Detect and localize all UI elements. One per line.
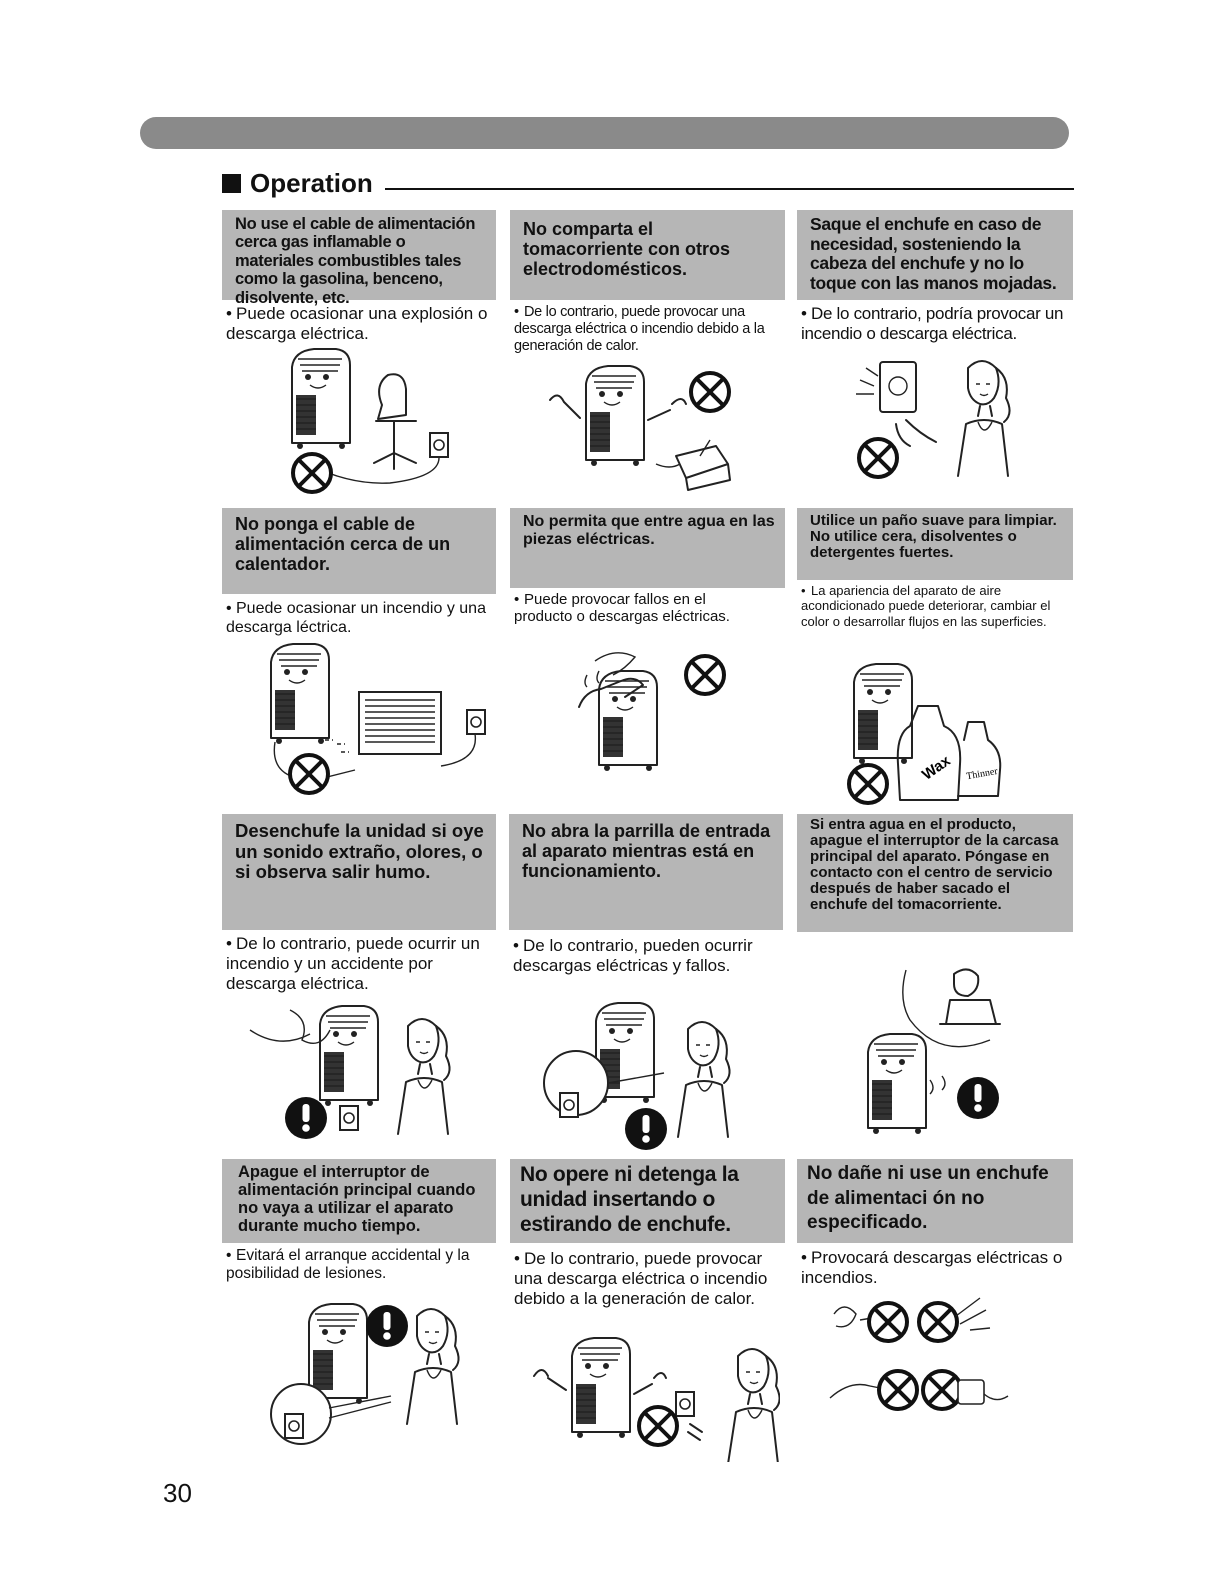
warning-heading: No ponga el cable de alimentación cerca de un calentador. (222, 508, 496, 594)
warning-heading: Desenchufe la unidad si oye un sonido extraño, olores, o si observa salir humo. (222, 814, 496, 930)
warning-text: • Evitará el arranque accidental y la posibilidad de lesiones. (226, 1247, 470, 1283)
illustration-smoke (240, 990, 480, 1140)
warning-heading: No comparta el tomacorriente con otros electrodomésticos. (510, 210, 785, 300)
illustration-grille (540, 995, 750, 1150)
illustration-main-switch (265, 1300, 475, 1450)
warning-text: • Puede ocasionar una explosión o descarga eléctrica. (226, 304, 488, 344)
warning-cell-shared-outlet (510, 210, 785, 355)
warning-cell-wet-hands (797, 210, 1073, 344)
illustration-plug-damage (820, 1290, 1020, 1425)
warning-cell-water (510, 508, 785, 625)
section-heading (222, 168, 373, 199)
warning-cell-grille (509, 814, 783, 976)
warning-cell-cleaning (797, 508, 1073, 629)
warning-heading: Utilice un paño suave para limpiar. No utilice cera, disolventes o detergentes fuertes. (797, 508, 1073, 580)
warning-cell-water-inside (797, 814, 1073, 932)
illustration-water-inside (850, 960, 1050, 1140)
section-title: Operation (250, 168, 373, 198)
warning-heading: No use el cable de alimentación cerca gas inflamable o materiales combustibles tales como la gasolina, benceno, disolvente, etc. (222, 210, 496, 300)
warning-text: • De lo contrario, pueden ocurrir descargas eléctricas y fallos. (513, 936, 753, 976)
warning-cell-main-switch (222, 1159, 496, 1284)
warning-text: • La apariencia del aparato de aire acondicionado puede deteriorar, cambiar el color o desarrollar flujos en las superficies. (801, 583, 1051, 629)
square-bullet-icon (222, 174, 241, 193)
warning-heading: No permita que entre agua en las piezas eléctricas. (510, 508, 785, 588)
warning-heading: No abra la parrilla de entrada al aparato mientras está en funcionamiento. (509, 814, 783, 930)
warning-heading: No dañe ni use un enchufe de alimentaci ón no especificado. (797, 1159, 1073, 1243)
warning-heading: Apague el interruptor de alimentación principal cuando no vaya a utilizar el aparato durante mucho tiempo. (222, 1159, 496, 1243)
illustration-water (565, 645, 745, 785)
illustration-flammable (270, 345, 470, 495)
illustration-shared-outlet (540, 360, 750, 500)
warning-heading: Si entra agua en el producto, apague el interruptor de la carcasa principal del aparato. Póngase en contacto con el centro de servicio después de haber sacado el enchufe del tomacorriente. (797, 814, 1073, 932)
page-number: 30 (163, 1478, 192, 1508)
warning-text: • Puede ocasionar un incendio y una descarga léctrica. (226, 600, 486, 636)
illustration-wet-hands (840, 350, 1040, 490)
header-bar (140, 117, 1069, 149)
warning-text: • De lo contrario, puede provocar una descarga eléctrica o incendio debido a la generación de calor. (514, 304, 765, 355)
warning-cell-plug-damage (797, 1159, 1073, 1288)
warning-heading: No opere ni detenga la unidad insertando o estirando de enchufe. (510, 1159, 785, 1243)
warning-cell-plug-operate (510, 1159, 785, 1309)
warning-text: • De lo contrario, podría provocar un incendio o descarga eléctrica. (801, 304, 1064, 344)
warning-text: • Puede provocar fallos en el producto o descargas eléctricas. (514, 591, 730, 625)
warning-cell-flammable (222, 210, 496, 344)
warning-text: • De lo contrario, puede ocurrir un incendio y un accidente por descarga eléctrica. (226, 934, 480, 994)
thinner-label: Thinner (965, 765, 999, 783)
warning-text: • De lo contrario, puede provocar una descarga eléctrica o incendio debido a la generación de calor. (514, 1249, 768, 1309)
warning-cell-smoke (222, 814, 496, 994)
section-rule (385, 188, 1074, 190)
wax-label: Wax (919, 752, 954, 784)
warning-cell-heater (222, 508, 496, 638)
warning-text: • Provocará descargas eléctricas o incendios. (801, 1248, 1063, 1288)
illustration-cleaning (838, 660, 1018, 808)
warning-heading: Saque el enchufe en caso de necesidad, sosteniendo la cabeza del enchufe y no lo toque con las manos mojadas. (797, 210, 1073, 300)
illustration-heater (255, 640, 505, 800)
illustration-plug-operate (530, 1332, 780, 1462)
